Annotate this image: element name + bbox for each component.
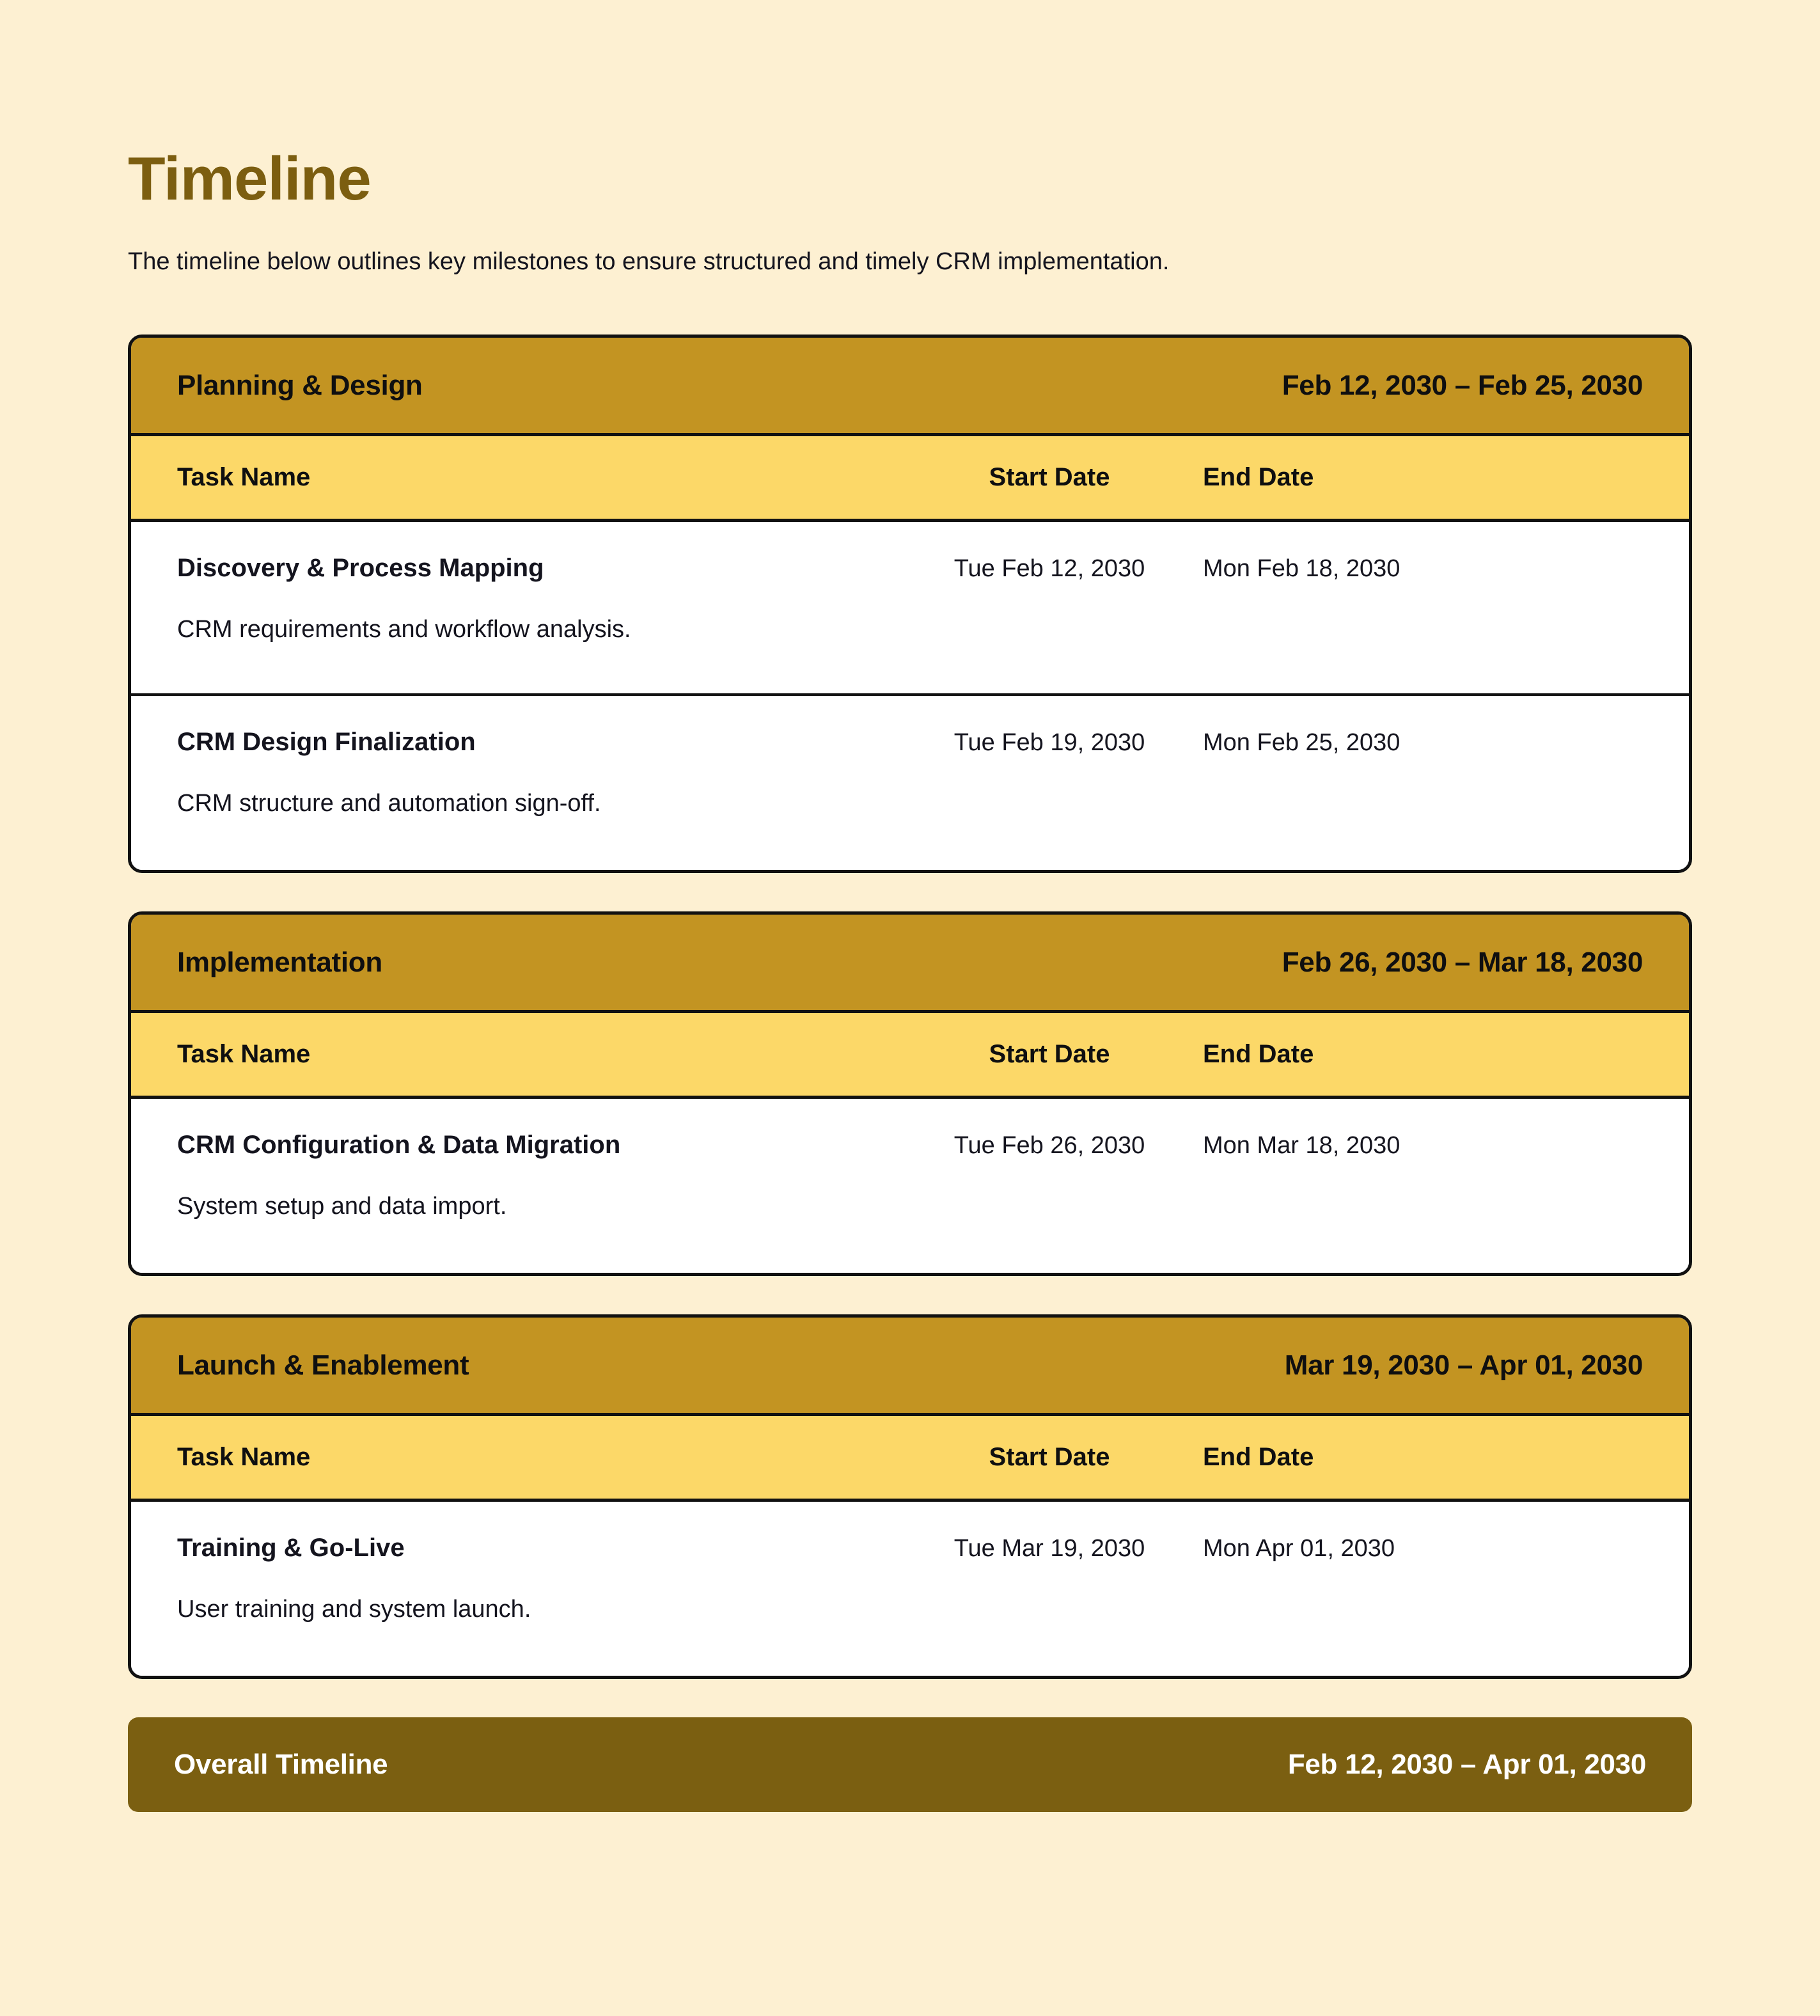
overall-timeline-range: Feb 12, 2030 – Apr 01, 2030 [1287,1749,1646,1781]
column-header-row [131,1013,1689,1099]
task-name: Training & Go-Live [177,1534,405,1563]
task-name: Discovery & Process Mapping [177,554,544,583]
phase-date-range: Feb 12, 2030 – Feb 25, 2030 [1282,369,1643,401]
task-info [131,727,896,819]
column-header-end-date: End Date [1203,1443,1314,1472]
task-info [131,553,896,645]
page-title: Timeline [128,145,371,213]
table-row [131,522,1689,696]
task-name: CRM Design Finalization [177,728,476,757]
phase-name: Planning & Design [177,369,423,401]
phase-card [128,1314,1692,1679]
task-start-date: Tue Feb 26, 2030 [953,1132,1145,1160]
task-start-date: Tue Mar 19, 2030 [953,1535,1145,1563]
task-start-date: Tue Feb 19, 2030 [953,729,1145,757]
column-header-end-date: End Date [1203,463,1314,492]
phase-name: Implementation [177,946,382,978]
phase-card-list [128,335,1692,1812]
phase-name: Launch & Enablement [177,1349,469,1381]
column-header-end-date: End Date [1203,1040,1314,1069]
task-name: CRM Configuration & Data Migration [177,1131,621,1160]
phase-header [131,338,1689,436]
column-header-task-name: Task Name [177,463,311,492]
phase-date-range: Mar 19, 2030 – Apr 01, 2030 [1284,1349,1643,1381]
task-info [131,1532,896,1625]
task-description: CRM requirements and workflow analysis. [177,616,631,643]
task-end-date: Mon Feb 18, 2030 [1203,555,1400,583]
overall-timeline-bar [128,1717,1692,1812]
task-end-date: Mon Apr 01, 2030 [1203,1535,1395,1563]
task-description: CRM structure and automation sign-off. [177,790,601,817]
column-header-task-name: Task Name [177,1040,311,1069]
table-row [131,1502,1689,1676]
column-header-row [131,1416,1689,1502]
phase-card [128,911,1692,1276]
column-header-row [131,436,1689,522]
phase-header [131,1318,1689,1416]
table-row [131,1099,1689,1273]
table-row [131,696,1689,870]
page-subtitle: The timeline below outlines key milestones to ensure structured and timely CRM implementation. [128,248,1170,275]
column-header-start-date: Start Date [989,1443,1110,1472]
task-description: User training and system launch. [177,1596,531,1623]
phase-header [131,915,1689,1013]
phase-date-range: Feb 26, 2030 – Mar 18, 2030 [1282,946,1643,978]
overall-timeline-label: Overall Timeline [174,1749,388,1781]
task-start-date: Tue Feb 12, 2030 [953,555,1145,583]
column-header-start-date: Start Date [989,463,1110,492]
task-end-date: Mon Feb 25, 2030 [1203,729,1400,757]
task-info [131,1130,896,1222]
phase-card [128,335,1692,873]
column-header-start-date: Start Date [989,1040,1110,1069]
task-end-date: Mon Mar 18, 2030 [1203,1132,1400,1160]
column-header-task-name: Task Name [177,1443,311,1472]
task-description: System setup and data import. [177,1193,507,1220]
